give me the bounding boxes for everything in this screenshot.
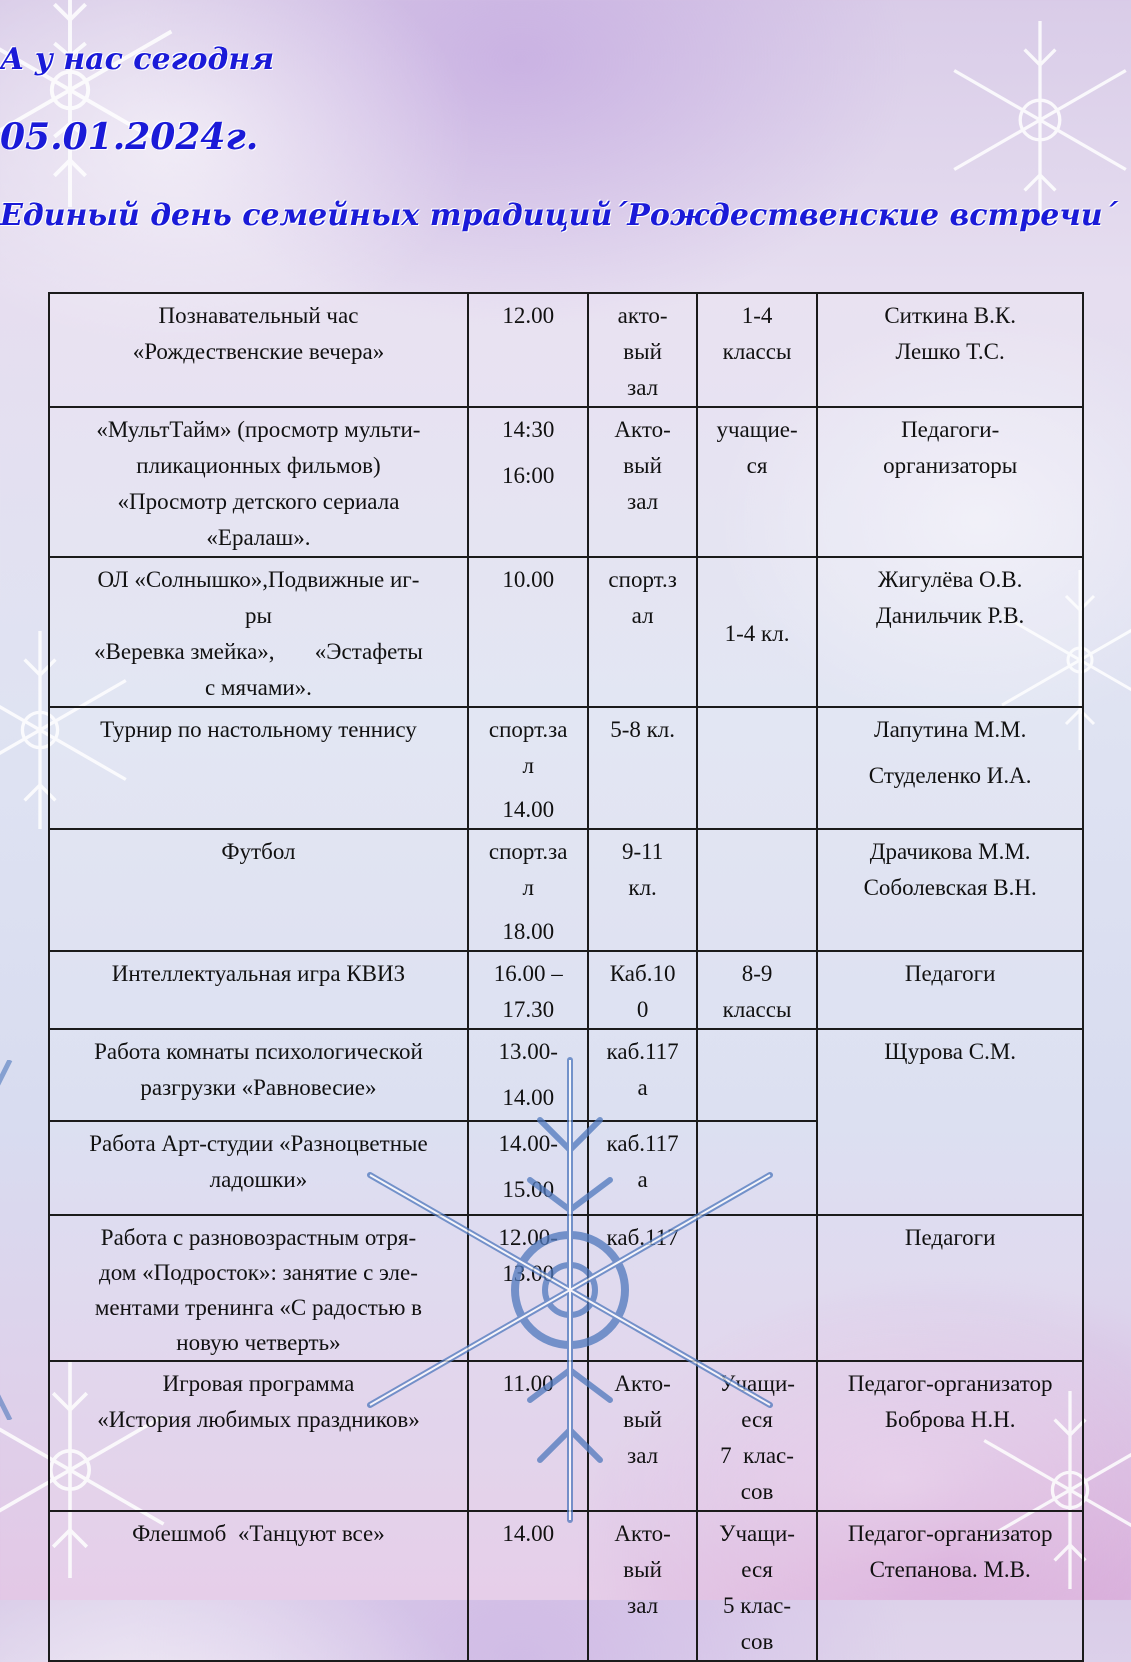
table-row xyxy=(49,293,1083,407)
cell-line: каб.117 xyxy=(606,1131,679,1156)
place-cell xyxy=(588,1215,696,1361)
cell-line: Акто- xyxy=(614,417,671,442)
responsible-cell xyxy=(817,829,1083,951)
participants-cell xyxy=(697,1029,818,1121)
event-cell xyxy=(49,293,468,407)
cell-line: Лешко Т.С. xyxy=(895,339,1005,364)
cell-line: каб.117 xyxy=(606,1225,679,1250)
cell-line: ментами тренинга «С радостью в xyxy=(94,1295,423,1320)
cell-line: 12.00- xyxy=(498,1225,558,1250)
cell-line: зал xyxy=(627,375,659,400)
table-row xyxy=(49,951,1083,1029)
cell-line: ладошки» xyxy=(209,1167,308,1192)
cell-line: вый xyxy=(623,453,662,478)
table-row xyxy=(49,707,1083,829)
cell-line: классы xyxy=(722,997,792,1022)
participants-cell xyxy=(697,829,818,951)
cell-line: 14.00 xyxy=(502,1085,555,1110)
cell-line: Работа с разновозрастным отря- xyxy=(100,1225,417,1250)
place-cell xyxy=(588,1361,696,1511)
cell-line: ры xyxy=(244,603,272,628)
cell-line: 16.00 – xyxy=(493,961,563,986)
cell-line: разгрузки «Равновесие» xyxy=(140,1075,377,1100)
place-cell xyxy=(588,1121,696,1215)
cell-line: 13.00 xyxy=(502,1261,555,1286)
cell-line: организаторы xyxy=(883,453,1018,478)
cell-line: Педагог-организатор xyxy=(847,1521,1053,1546)
cell-line: л xyxy=(522,753,534,778)
cell-line: Драчикова М.М. xyxy=(869,839,1031,864)
cell-line: 5-8 кл. xyxy=(610,717,676,742)
cell-line: 14.00 xyxy=(502,1521,555,1546)
place-cell xyxy=(588,951,696,1029)
cell-line: Каб.10 xyxy=(609,961,676,986)
cell-line: Педагоги xyxy=(904,1225,996,1250)
cell-line: 5 клас- xyxy=(723,1593,792,1618)
cell-line: «История любимых праздников» xyxy=(97,1407,420,1432)
cell-line: Лапутина М.М. xyxy=(873,717,1027,742)
cell-line: 17.30 xyxy=(502,997,555,1022)
cell-line: 14:30 xyxy=(501,417,555,442)
cell-line: Боброва Н.Н. xyxy=(884,1407,1016,1432)
cell-line: 8-9 xyxy=(741,961,773,986)
cell-line: 9-11 xyxy=(621,839,664,864)
cell-line: Педагог-организатор xyxy=(847,1371,1053,1396)
cell-line: «Ералаш». xyxy=(206,525,311,550)
place-cell xyxy=(588,707,696,829)
cell-line: 14.00- xyxy=(498,1131,558,1156)
cell-line: Футбол xyxy=(221,839,296,864)
cell-line: «Просмотр детского сериала xyxy=(117,489,400,514)
cell-line: спорт.з xyxy=(608,567,677,592)
time-cell xyxy=(468,707,589,829)
participants-cell xyxy=(697,557,818,707)
schedule-table xyxy=(48,292,1084,1662)
participants-cell xyxy=(697,1215,818,1361)
cell-line: Акто- xyxy=(614,1521,671,1546)
cell-line: вый xyxy=(623,1557,662,1582)
cell-line: 13.00- xyxy=(498,1039,558,1064)
event-cell xyxy=(49,1121,468,1215)
cell-line: Турнир по настольному теннису xyxy=(100,717,417,742)
cell-line: вый xyxy=(623,339,662,364)
cell-line: Флешмоб «Танцуют все» xyxy=(132,1521,385,1546)
cell-line: 18.00 xyxy=(502,919,555,944)
cell-line: классы xyxy=(722,339,792,364)
time-cell xyxy=(468,1029,589,1121)
time-cell xyxy=(468,951,589,1029)
cell-line: 0 xyxy=(636,997,649,1022)
cell-line: а xyxy=(637,1075,648,1100)
cell-line: 11.00 xyxy=(502,1371,554,1396)
cell-line: акто- xyxy=(617,303,668,328)
cell-line: «Рождественские вечера» xyxy=(132,339,385,364)
cell-line: л xyxy=(522,875,534,900)
cell-line: с мячами». xyxy=(204,675,312,700)
cell-line: кл. xyxy=(628,875,657,900)
cell-line: Познавательный час xyxy=(158,303,359,328)
responsible-cell xyxy=(817,707,1083,829)
time-cell xyxy=(468,1215,589,1361)
cell-line: ОЛ «Солнышко»,Подвижные иг- xyxy=(97,567,420,592)
cell-line: Жигулёва О.В. xyxy=(877,567,1023,592)
responsible-cell xyxy=(817,1029,1083,1215)
snowflake-decoration-top-left xyxy=(0,0,200,220)
participants-cell xyxy=(697,407,818,557)
cell-line: Соболевская В.Н. xyxy=(863,875,1037,900)
title-date: 05.01.2024г. xyxy=(0,116,259,158)
title-event-name: Единый день семейных традиций´Рождественские встречи´ xyxy=(0,198,1118,233)
responsible-cell xyxy=(817,1361,1083,1511)
cell-line: Учащи- xyxy=(719,1371,795,1396)
time-cell xyxy=(468,407,589,557)
cell-line: Педагоги- xyxy=(901,417,1000,442)
time-cell xyxy=(468,557,589,707)
participants-cell xyxy=(697,1361,818,1511)
participants-cell xyxy=(697,951,818,1029)
cell-line: Степанова. М.В. xyxy=(869,1557,1031,1582)
cell-line: зал xyxy=(627,489,659,514)
cell-line: 12.00 xyxy=(502,303,555,328)
cell-line: «Веревка змейка», «Эстафеты xyxy=(94,639,423,664)
cell-line: Ситкина В.К. xyxy=(884,303,1016,328)
cell-line: спорт.за xyxy=(488,717,568,742)
table-row xyxy=(49,407,1083,557)
table-row xyxy=(49,557,1083,707)
responsible-cell xyxy=(817,1215,1083,1361)
time-cell xyxy=(468,829,589,951)
event-cell xyxy=(49,1511,468,1661)
cell-line: Работа Арт-студии «Разноцветные xyxy=(89,1131,428,1156)
cell-line: 1-4 xyxy=(741,303,773,328)
time-cell xyxy=(468,1511,589,1661)
cell-line: новую четверть» xyxy=(176,1330,341,1355)
cell-line: зал xyxy=(627,1593,659,1618)
event-cell xyxy=(49,407,468,557)
cell-line: Игровая программа xyxy=(162,1371,355,1396)
event-cell xyxy=(49,1215,468,1361)
cell-line: 1-4 кл. xyxy=(724,621,790,646)
cell-line: 10.00 xyxy=(502,567,555,592)
cell-line: спорт.за xyxy=(488,839,568,864)
cell-line: сов xyxy=(740,1479,774,1504)
responsible-cell xyxy=(817,1511,1083,1661)
cell-line: Учащи- xyxy=(719,1521,795,1546)
event-cell xyxy=(49,829,468,951)
title-line-1: А у нас сегодня xyxy=(0,42,275,77)
cell-line: Работа комнаты психологической xyxy=(94,1039,423,1064)
cell-line: ся xyxy=(746,453,768,478)
event-cell xyxy=(49,707,468,829)
table-row xyxy=(49,1511,1083,1661)
cell-line: зал xyxy=(627,1443,659,1468)
place-cell xyxy=(588,1029,696,1121)
cell-line: дом «Подросток»: занятие с эле- xyxy=(99,1260,418,1285)
cell-line: пликационных фильмов) xyxy=(136,453,381,478)
table-row xyxy=(49,1029,1083,1121)
cell-line: 14.00 xyxy=(502,797,555,822)
blue-snowflake-edge-decoration xyxy=(0,1060,50,1420)
cell-line: Акто- xyxy=(614,1371,671,1396)
event-cell xyxy=(49,951,468,1029)
cell-line: а xyxy=(637,1167,648,1192)
responsible-cell xyxy=(817,293,1083,407)
time-cell xyxy=(468,1121,589,1215)
cell-line: еся xyxy=(741,1557,773,1582)
cell-line: Интеллектуальная игра КВИЗ xyxy=(111,961,406,986)
participants-cell xyxy=(697,293,818,407)
time-cell xyxy=(468,293,589,407)
cell-line: 15.00 xyxy=(502,1177,555,1202)
place-cell xyxy=(588,829,696,951)
table-row xyxy=(49,1361,1083,1511)
cell-line: Педагоги xyxy=(904,961,996,986)
place-cell xyxy=(588,1511,696,1661)
cell-line: Щурова С.М. xyxy=(884,1039,1017,1064)
event-cell xyxy=(49,1361,468,1511)
responsible-cell xyxy=(817,951,1083,1029)
responsible-cell xyxy=(817,407,1083,557)
cell-line: «МультТайм» (просмотр мульти- xyxy=(96,417,421,442)
responsible-cell xyxy=(817,557,1083,707)
table-row xyxy=(49,829,1083,951)
cell-line: вый xyxy=(623,1407,662,1432)
participants-cell xyxy=(697,1511,818,1661)
cell-line: Студеленко И.А. xyxy=(868,763,1032,788)
table-row xyxy=(49,1215,1083,1361)
cell-line: Данильчик Р.В. xyxy=(876,603,1025,628)
event-cell xyxy=(49,1029,468,1121)
participants-cell xyxy=(697,707,818,829)
cell-line: каб.117 xyxy=(606,1039,679,1064)
cell-line: учащие- xyxy=(716,417,798,442)
cell-line: ал xyxy=(631,603,654,628)
time-cell xyxy=(468,1361,589,1511)
cell-line: еся xyxy=(741,1407,773,1432)
place-cell xyxy=(588,293,696,407)
cell-line: 7 клас- xyxy=(720,1443,794,1468)
event-cell xyxy=(49,557,468,707)
cell-line: 16:00 xyxy=(501,463,555,488)
participants-cell xyxy=(697,1121,818,1215)
place-cell xyxy=(588,407,696,557)
place-cell xyxy=(588,557,696,707)
cell-line: сов xyxy=(740,1629,774,1654)
